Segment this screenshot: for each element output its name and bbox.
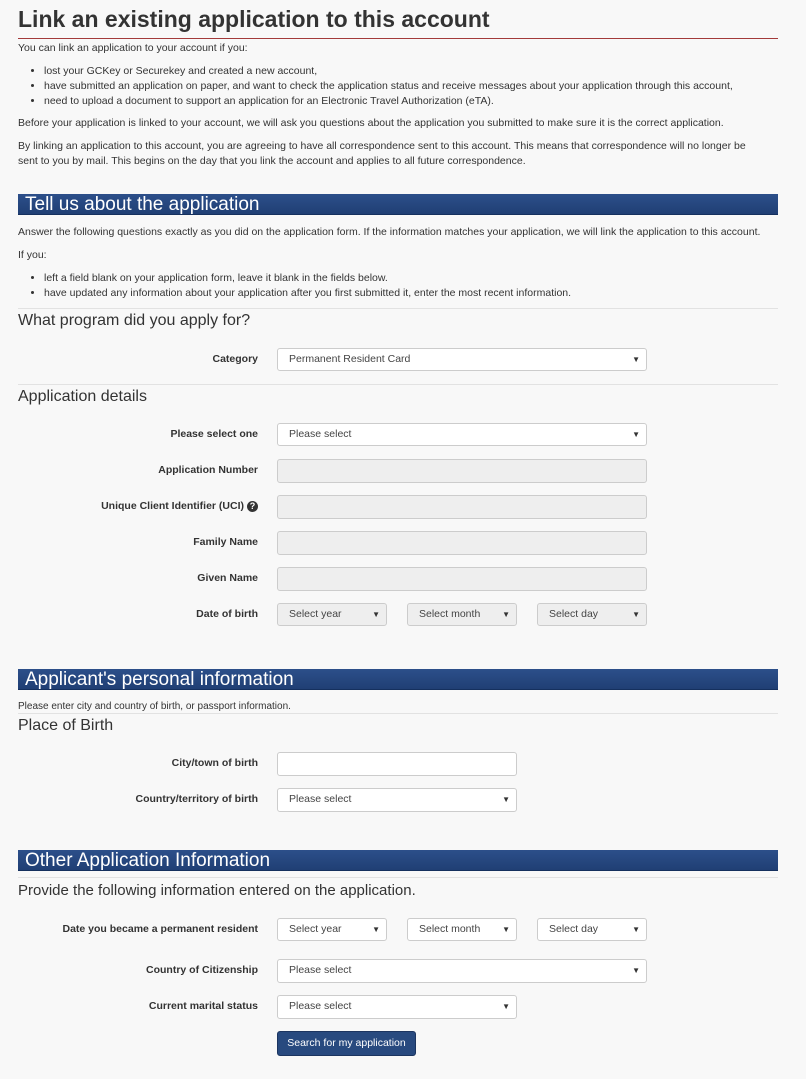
dob-day-value: Select day xyxy=(549,608,599,620)
citizenship-select[interactable] xyxy=(277,959,647,983)
pr-month-value: Select month xyxy=(419,923,481,935)
divider xyxy=(18,308,778,309)
category-select[interactable] xyxy=(277,348,647,371)
chevron-down-icon: ▼ xyxy=(632,966,640,975)
country-birth-label: Country/territory of birth xyxy=(135,793,258,805)
country-birth-select[interactable] xyxy=(277,788,517,812)
chevron-down-icon: ▼ xyxy=(372,610,380,619)
chevron-down-icon: ▼ xyxy=(502,795,510,804)
category-value: Permanent Resident Card xyxy=(289,353,411,365)
dob-month-select[interactable] xyxy=(407,603,517,626)
divider xyxy=(18,713,778,714)
pr-date-label: Date you became a permanent resident xyxy=(62,923,258,935)
list-item: • need to upload a document to support an application for an Electronic Travel Authorization (eTA). xyxy=(44,94,733,109)
application-number-label: Application Number xyxy=(158,464,258,476)
help-icon[interactable]: ? xyxy=(247,501,258,512)
city-input[interactable] xyxy=(277,752,517,776)
list-item: • have updated any information about your application after you first submitted it, enter the most recent information. xyxy=(44,286,571,301)
uci-label xyxy=(18,500,258,512)
dob-year-value: Select year xyxy=(289,608,342,620)
pr-year-value: Select year xyxy=(289,923,342,935)
details-heading: Application details xyxy=(18,388,147,405)
chevron-down-icon: ▼ xyxy=(502,1002,510,1011)
tell-us-list xyxy=(26,271,571,301)
citizenship-value: Please select xyxy=(289,964,352,976)
intro-text: You can link an application to your account if you: xyxy=(18,42,248,54)
select-one-label: Please select one xyxy=(170,428,258,440)
chevron-down-icon: ▼ xyxy=(502,925,510,934)
pr-day-select[interactable] xyxy=(537,918,647,941)
pr-year-select[interactable] xyxy=(277,918,387,941)
chevron-down-icon: ▼ xyxy=(502,610,510,619)
page-title: Link an existing application to this account xyxy=(18,4,778,39)
if-you-text: If you: xyxy=(18,249,47,261)
divider xyxy=(18,384,778,385)
list-item: • left a field blank on your application form, leave it blank in the fields below. xyxy=(44,271,571,286)
family-name-input[interactable] xyxy=(277,531,647,555)
pr-day-value: Select day xyxy=(549,923,599,935)
search-application-button[interactable]: Search for my application xyxy=(277,1031,416,1056)
program-heading: What program did you apply for? xyxy=(18,312,251,329)
before-text: Before your application is linked to your account, we will ask you questions about the application you submitted to make sure it is the correct application. xyxy=(18,117,724,129)
city-label: City/town of birth xyxy=(171,757,258,769)
list-item: • have submitted an application on paper, and want to check the application status and receive messages about your application through this account, xyxy=(44,79,733,94)
country-birth-value: Please select xyxy=(289,793,352,805)
application-number-input[interactable] xyxy=(277,459,647,483)
marital-label: Current marital status xyxy=(148,1000,258,1012)
family-name-label: Family Name xyxy=(193,536,258,548)
dob-month-value: Select month xyxy=(419,608,481,620)
other-subheading: Provide the following information entered on the application. xyxy=(18,882,416,899)
linking-text-1: By linking an application to this account, you are agreeing to have all correspondence sent to this account. This means that correspondence will no longer be xyxy=(18,140,746,152)
chevron-down-icon: ▼ xyxy=(632,610,640,619)
dob-label: Date of birth xyxy=(196,608,258,620)
chevron-down-icon: ▼ xyxy=(632,355,640,364)
pr-month-select[interactable] xyxy=(407,918,517,941)
personal-note: Please enter city and country of birth, or passport information. xyxy=(18,701,291,712)
application-type-value: Please select xyxy=(289,428,352,440)
dob-year-select[interactable] xyxy=(277,603,387,626)
answer-text: Answer the following questions exactly as you did on the application form. If the information matches your application, we will link the application to this account. xyxy=(18,226,761,238)
tell-us-banner: Tell us about the application xyxy=(18,194,778,215)
citizenship-label: Country of Citizenship xyxy=(146,964,258,976)
marital-select[interactable] xyxy=(277,995,517,1019)
divider xyxy=(18,877,778,878)
given-name-label: Given Name xyxy=(197,572,258,584)
other-info-banner: Other Application Information xyxy=(18,850,778,871)
category-label: Category xyxy=(212,353,258,365)
chevron-down-icon: ▼ xyxy=(632,925,640,934)
dob-day-select[interactable] xyxy=(537,603,647,626)
linking-text-2: sent to you by mail. This begins on the day that you link the account and applies to all future correspondence. xyxy=(18,155,526,167)
chevron-down-icon: ▼ xyxy=(372,925,380,934)
list-item: • lost your GCKey or Securekey and created a new account, xyxy=(44,64,733,79)
intro-list xyxy=(26,64,733,109)
uci-label-text: Unique Client Identifier (UCI) xyxy=(101,500,244,512)
given-name-input[interactable] xyxy=(277,567,647,591)
place-of-birth-heading: Place of Birth xyxy=(18,717,114,734)
chevron-down-icon: ▼ xyxy=(632,430,640,439)
application-type-select[interactable] xyxy=(277,423,647,446)
marital-value: Please select xyxy=(289,1000,352,1012)
personal-info-banner: Applicant's personal information xyxy=(18,669,778,690)
uci-input[interactable] xyxy=(277,495,647,519)
